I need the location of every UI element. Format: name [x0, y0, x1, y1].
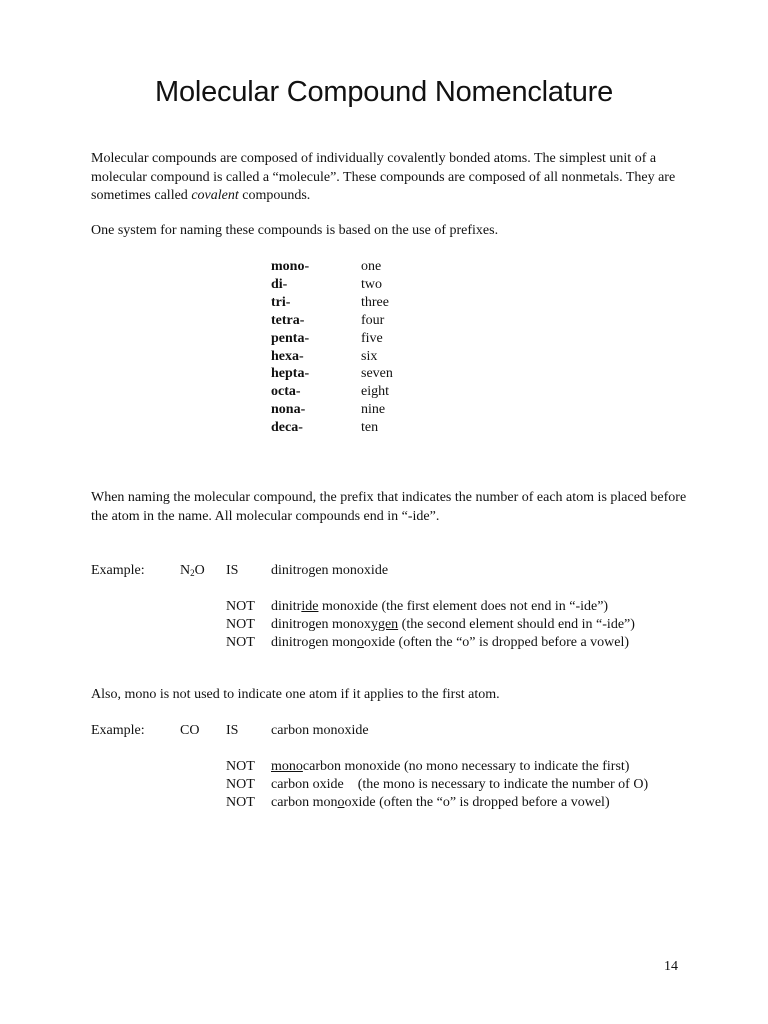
page-title: Molecular Compound Nomenclature	[154, 76, 614, 108]
example1-not-row	[0, 616, 768, 634]
example2-correct-name: carbon monoxide	[271, 723, 369, 738]
example2-wrong-name: carbon oxide (the mono is necessary to indicate the number of O)	[271, 777, 649, 792]
prefix-name: mono-	[271, 259, 310, 274]
prefix-row	[271, 348, 393, 366]
prefix-row	[271, 401, 393, 419]
prefix-row	[271, 276, 393, 294]
prefix-meaning: seven	[361, 366, 393, 382]
prefix-name: octa-	[271, 384, 301, 400]
prefix-name: hepta-	[271, 366, 310, 382]
prefix-name: nona-	[271, 402, 306, 418]
intro-text-end: compounds.	[238, 188, 311, 203]
prefix-meaning: six	[361, 348, 378, 364]
example1-is-row	[0, 562, 768, 580]
prefix-row	[271, 330, 393, 348]
example1-is-keyword: IS	[226, 563, 239, 578]
prefix-row	[271, 312, 393, 330]
example2-label: Example:	[91, 723, 145, 738]
example2-formula: CO	[180, 723, 200, 738]
not-keyword: NOT	[226, 617, 255, 632]
prefix-name: di-	[271, 276, 288, 292]
prefix-name: deca-	[271, 420, 303, 436]
intro-paragraph	[91, 150, 691, 206]
not-keyword: NOT	[226, 759, 255, 774]
prefix-table	[271, 258, 393, 437]
not-keyword: NOT	[226, 635, 255, 650]
prefix-name: penta-	[271, 330, 310, 346]
prefix-name: tetra-	[271, 312, 305, 328]
example2-not-row	[0, 758, 768, 776]
intro-text: Molecular compounds are composed of individually covalently bonded atoms. The simplest unit of a molecular compound is called a “molecule”. These compounds are composed of all nonmetals. They are sometimes called	[91, 151, 676, 203]
naming-rule-paragraph: When naming the molecular compound, the prefix that indicates the number of each atom is placed before the atom in the name. All molecular compounds end in “-ide”.	[91, 490, 687, 524]
prefix-intro: One system for naming these compounds is based on the use of prefixes.	[91, 223, 499, 238]
prefix-row	[271, 258, 393, 276]
example1-wrong-name: dinitrogen monoxygen (the second element should end in “-ide”)	[271, 617, 635, 632]
example1-label: Example:	[91, 563, 145, 578]
prefix-row	[271, 419, 393, 437]
prefix-meaning: two	[361, 276, 382, 292]
mono-rule-paragraph: Also, mono is not used to indicate one atom if it applies to the first atom.	[91, 687, 500, 702]
example1-wrong-name: dinitrogen monooxide (often the “o” is dropped before a vowel)	[271, 635, 630, 650]
prefix-meaning: ten	[361, 420, 379, 436]
prefix-row	[271, 365, 393, 383]
example1-not-row	[0, 598, 768, 616]
example1-formula: $N_2O$	[180, 563, 205, 578]
example1-correct-name: dinitrogen monoxide	[271, 563, 389, 578]
prefix-name: tri-	[271, 294, 291, 310]
example2-is-keyword: IS	[226, 723, 239, 738]
prefix-meaning: four	[361, 312, 385, 328]
example2-wrong-name: carbon monooxide (often the “o” is dropped before a vowel)	[271, 795, 610, 810]
example2-not-row	[0, 794, 768, 812]
example2-not-row	[0, 776, 768, 794]
example2-wrong-name: monocarbon monoxide (no mono necessary to indicate the first)	[271, 759, 630, 774]
prefix-meaning: three	[361, 294, 389, 310]
not-keyword: NOT	[226, 777, 255, 792]
example1-wrong-name: dinitride monoxide (the first element does not end in “-ide”)	[271, 599, 609, 614]
example1-not-row	[0, 634, 768, 652]
prefix-meaning: one	[361, 259, 382, 274]
page-number: 14	[664, 959, 678, 974]
prefix-row	[271, 294, 393, 312]
example2-is-row	[0, 722, 768, 740]
not-keyword: NOT	[226, 599, 255, 614]
prefix-meaning: nine	[361, 402, 386, 418]
prefix-name: hexa-	[271, 348, 304, 364]
prefix-meaning: eight	[361, 384, 389, 400]
not-keyword: NOT	[226, 795, 255, 810]
prefix-row	[271, 383, 393, 401]
intro-italic-word: covalent	[191, 188, 239, 203]
prefix-meaning: five	[361, 330, 383, 346]
